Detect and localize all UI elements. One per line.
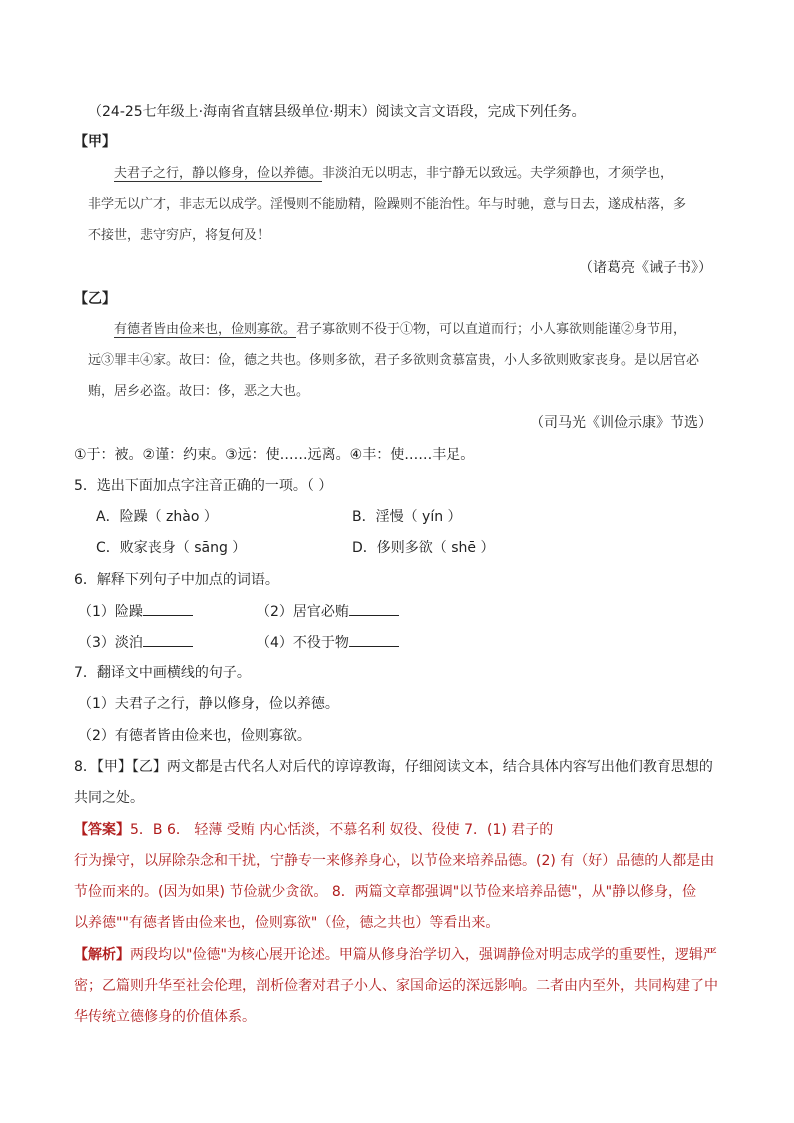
q6-item-3 [78,632,193,653]
q6-item-4-label: （4）不役于物 [256,635,349,651]
jia-line-1-rest: 非淡泊无以明志，非宁静无以致远。夫学须静也，才须学也， [322,166,674,181]
answer-blank[interactable] [349,632,399,647]
answer-line-2: 行为操守，以屏除杂念和干扰，宁静专一来修养身心，以节俭来培养品德。(2) 有（好）品德的人都是由 [74,853,715,869]
yi-underlined-sentence: 有德者皆由俭来也，俭则寡欲。 [114,322,297,337]
q7-stem: 7．翻译文中画横线的句子。 [74,665,251,681]
answer-line-3: 节俭而来的。(因为如果) 节俭就少贪欲。 8．两篇文章都强调"以节俭来培养品德"，从"静以修身，俭 [74,884,697,900]
answer-text-1: 5．B 6． 轻薄 受贿 内心恬淡，不慕名利 奴役、役使 7．(1) 君子的 [130,822,554,838]
jia-source: （诸葛亮《诫子书》） [579,260,712,276]
analysis-label: 【解析】 [74,947,130,963]
q6-item-4 [256,632,399,653]
analysis-text-1: 两段均以"俭德"为核心展开论述。甲篇从修身治学切入，强调静俭对明志成学的重要性，逻辑严 [130,947,717,963]
yi-label: 【乙】 [74,291,116,307]
analysis-line-1 [74,945,717,965]
yi-line-1-rest: 君子寡欲则不役于①物，可以直道而行；小人寡欲则能谨②身节用， [296,322,687,337]
q6-stem: 6．解释下列句子中加点的词语。 [74,572,279,588]
q5-option-b: B．淫慢（ yín ） [352,509,462,525]
yi-source: （司马光《训俭示康》节选） [530,415,712,431]
q8-line-2: 共同之处。 [74,790,144,806]
yi-line-3: 贿，居乡必盗。故曰：侈，恶之大也。 [88,384,310,399]
q6-item-3-label: （3）淡泊 [78,635,143,651]
answer-line-1 [74,820,553,840]
jia-label: 【甲】 [74,134,116,150]
answer-blank[interactable] [143,601,193,616]
notes-text: ①于：被。②谨：约束。③远：使……远离。④丰：使……丰足。 [74,447,475,463]
q6-item-2 [256,601,399,622]
q5-stem: 5．选出下面加点字注音正确的一项。（ ） [74,478,333,494]
intro-text: （24-25七年级上·海南省直辖县级单位·期末）阅读文言文语段，完成下列任务。 [88,104,586,120]
q5-option-d: D．侈则多欲（ shē ） [352,540,495,556]
answer-line-4: 以养德""有德者皆由俭来也，俭则寡欲"（俭，德之共也）等看出来。 [74,915,500,931]
q7-sentence-1: （1）夫君子之行，静以修身，俭以养德。 [78,696,339,712]
jia-underlined-sentence: 夫君子之行，静以修身，俭以养德。 [114,166,323,181]
yi-line-1 [114,320,686,340]
analysis-line-2: 密；乙篇则升华至社会伦理，剖析俭奢对君子小人、家国命运的深远影响。二者由内至外，共同构建了中 [74,978,718,994]
q5-option-c: C．败家丧身（ sāng ） [96,540,247,556]
yi-line-2: 远③罪丰④家。故曰：俭，德之共也。侈则多欲，君子多欲则贪慕富贵，小人多欲则败家丧身。是以居官必 [88,353,700,368]
q5-option-a: A．险躁（ zhào ） [96,509,218,525]
answer-label: 【答案】 [74,822,130,838]
q6-item-1-label: （1）险躁 [78,604,143,620]
q6-item-1 [78,601,193,622]
answer-blank[interactable] [349,601,399,616]
q6-item-2-label: （2）居官必贿 [256,604,349,620]
jia-line-1 [114,164,673,184]
jia-line-3: 不接世，悲守穷庐，将复何及！ [88,228,271,243]
q8-line-1: 8．【甲】【乙】两文都是古代名人对后代的谆谆教诲，仔细阅读文本，结合具体内容写出他们教育思想的 [74,759,713,775]
analysis-line-3: 华传统立德修身的价值体系。 [74,1009,256,1025]
q7-sentence-2: （2）有德者皆由俭来也，俭则寡欲。 [78,728,311,744]
answer-blank[interactable] [143,632,193,647]
jia-line-2: 非学无以广才，非志无以成学。淫慢则不能励精，险躁则不能治性。年与时驰，意与日去，遂成枯落，多 [88,197,687,212]
